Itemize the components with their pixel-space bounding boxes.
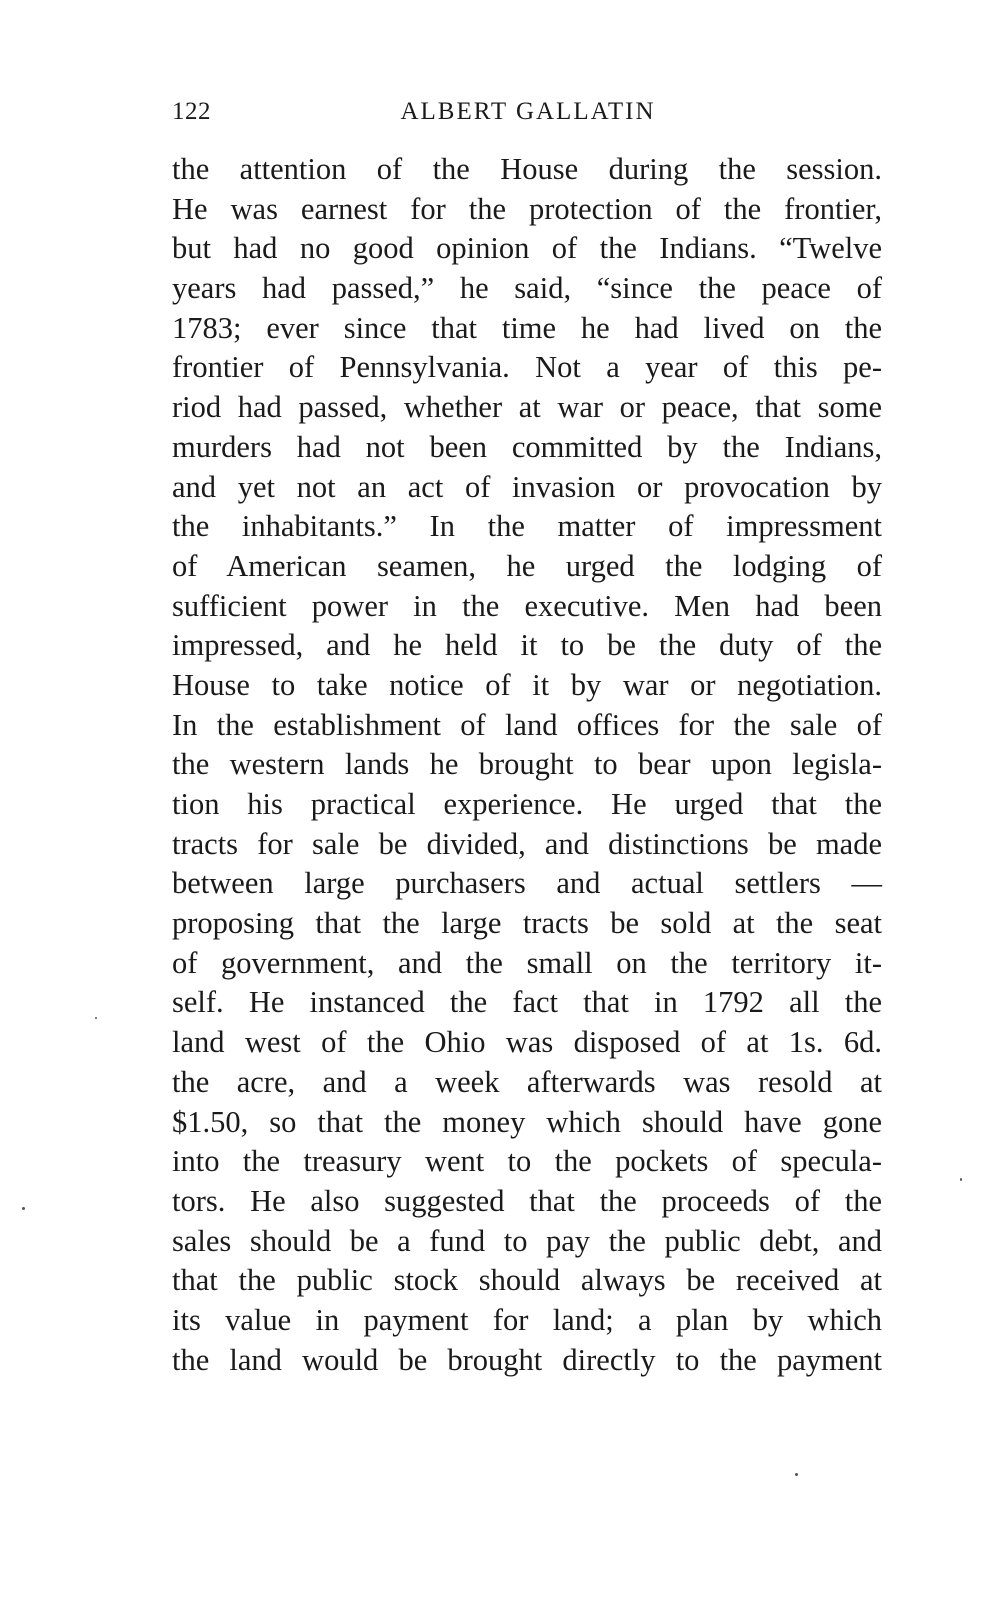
text-line: tion his practical experience. He urged that the	[172, 787, 882, 821]
page-header	[172, 98, 884, 138]
text-line: the acre, and a week afterwards was resold at	[172, 1064, 882, 1099]
text-line: of government, and the small on the territory it-	[172, 945, 882, 980]
text-line: riod had passed, whether at war or peace, that some	[172, 390, 882, 425]
text-line: the western lands he brought to bear upon legisla-	[172, 747, 882, 782]
text-line: frontier of Pennsylvania. Not a year of this pe-	[172, 350, 882, 385]
text-line: and yet not an act of invasion or provocation by	[172, 469, 882, 504]
text-line: its value in payment for land; a plan by which	[172, 1302, 882, 1337]
page-number: 122	[172, 98, 211, 125]
body-text	[172, 150, 882, 1380]
text-line: years had passed,” he said, “since the peace of	[172, 271, 882, 306]
text-line: tors. He also suggested that the proceeds of the	[172, 1183, 882, 1218]
text-line: sales should be a fund to pay the public debt, and	[172, 1223, 882, 1258]
text-line: the inhabitants.” In the matter of impressment	[172, 509, 882, 544]
text-line: sufficient power in the executive. Men had been	[172, 588, 882, 623]
text-line: murders had not been committed by the Indians,	[172, 429, 882, 464]
text-line: that the public stock should always be received at	[172, 1263, 882, 1298]
text-line: the attention of the House during the session.	[172, 152, 882, 186]
text-line: In the establishment of land offices for the sale of	[172, 707, 882, 742]
text-line: into the treasury went to the pockets of specula-	[172, 1144, 882, 1179]
scan-speck	[960, 1178, 962, 1181]
text-line: proposing that the large tracts be sold at the seat	[172, 906, 882, 941]
text-line: House to take notice of it by war or negotiation.	[172, 667, 882, 702]
text-line: self. He instanced the fact that in 1792 all the	[172, 985, 882, 1020]
text-line: $1.50, so that the money which should have gone	[172, 1104, 882, 1139]
text-line: of American seamen, he urged the lodging of	[172, 548, 882, 583]
text-line: He was earnest for the protection of the frontier,	[172, 191, 882, 226]
text-line: but had no good opinion of the Indians. “Twelve	[172, 231, 882, 266]
text-line: the land would be brought directly to the payment	[172, 1342, 882, 1377]
text-line: tracts for sale be divided, and distinctions be made	[172, 826, 882, 861]
text-line: between large purchasers and actual settlers —	[172, 866, 882, 901]
text-line: impressed, and he held it to be the duty of the	[172, 628, 882, 663]
running-head: ALBERT GALLATIN	[400, 98, 656, 125]
text-line: 1783; ever since that time he had lived on the	[172, 310, 882, 345]
text-line: land west of the Ohio was disposed of at 1s. 6d.	[172, 1025, 882, 1060]
scan-speck	[95, 1017, 97, 1019]
scan-speck	[22, 1207, 25, 1210]
scan-speck	[795, 1473, 798, 1476]
